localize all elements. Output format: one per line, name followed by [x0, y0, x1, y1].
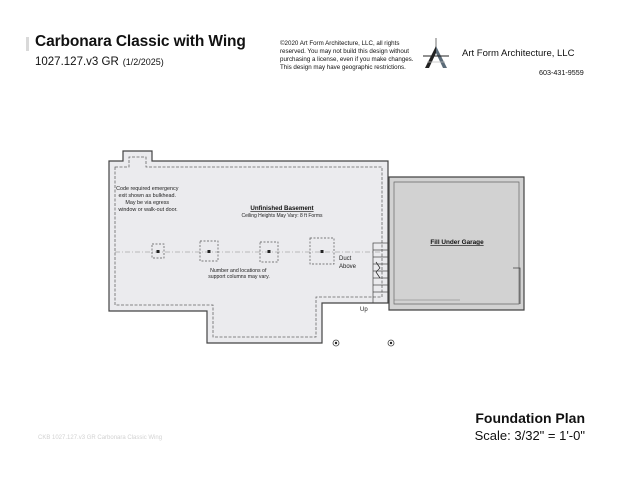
exterior-pier: [388, 340, 394, 346]
above-label: Above: [339, 264, 357, 270]
watermark-text: CKB 1027.127.v3 GR Carbonara Classic Wing: [38, 435, 163, 441]
plan-number: 1027.127.v3 GR: [35, 56, 119, 68]
exterior-pier: [333, 340, 339, 346]
basement-outer-wall: [109, 151, 388, 343]
company-name: Art Form Architecture, LLC: [462, 48, 575, 59]
duct-label: Duct: [339, 256, 352, 262]
columns-note: Number and locations of support columns may vary.: [208, 268, 270, 280]
company-phone: 603-431-9559: [539, 68, 584, 77]
copyright-line: This design may have geographic restrictions.: [280, 64, 406, 71]
plan-date: (1/2/2025): [122, 57, 164, 67]
stairs-up-label: Up: [360, 307, 368, 313]
copyright-line: purchasing a license, even if you make changes.: [280, 56, 414, 63]
basement-label: Unfinished Basement: [250, 205, 314, 212]
ceiling-height-note: Ceiling Heights May Vary: 8 ft Forms: [241, 213, 323, 219]
copyright-line: reserved. You may not build this design without: [280, 48, 409, 55]
plan-name: Carbonara Classic with Wing: [35, 33, 246, 50]
sheet-title: Foundation Plan: [475, 410, 585, 426]
garage-label: Fill Under Garage: [430, 239, 484, 246]
copyright-line: ©2020 Art Form Architecture, LLC, all rights: [280, 40, 400, 47]
drawing-scale: Scale: 3/32" = 1'-0": [474, 428, 585, 443]
egress-note: Code required emergency exit shown as bulkhead. May be via egress window or walk-out door.: [116, 186, 179, 213]
